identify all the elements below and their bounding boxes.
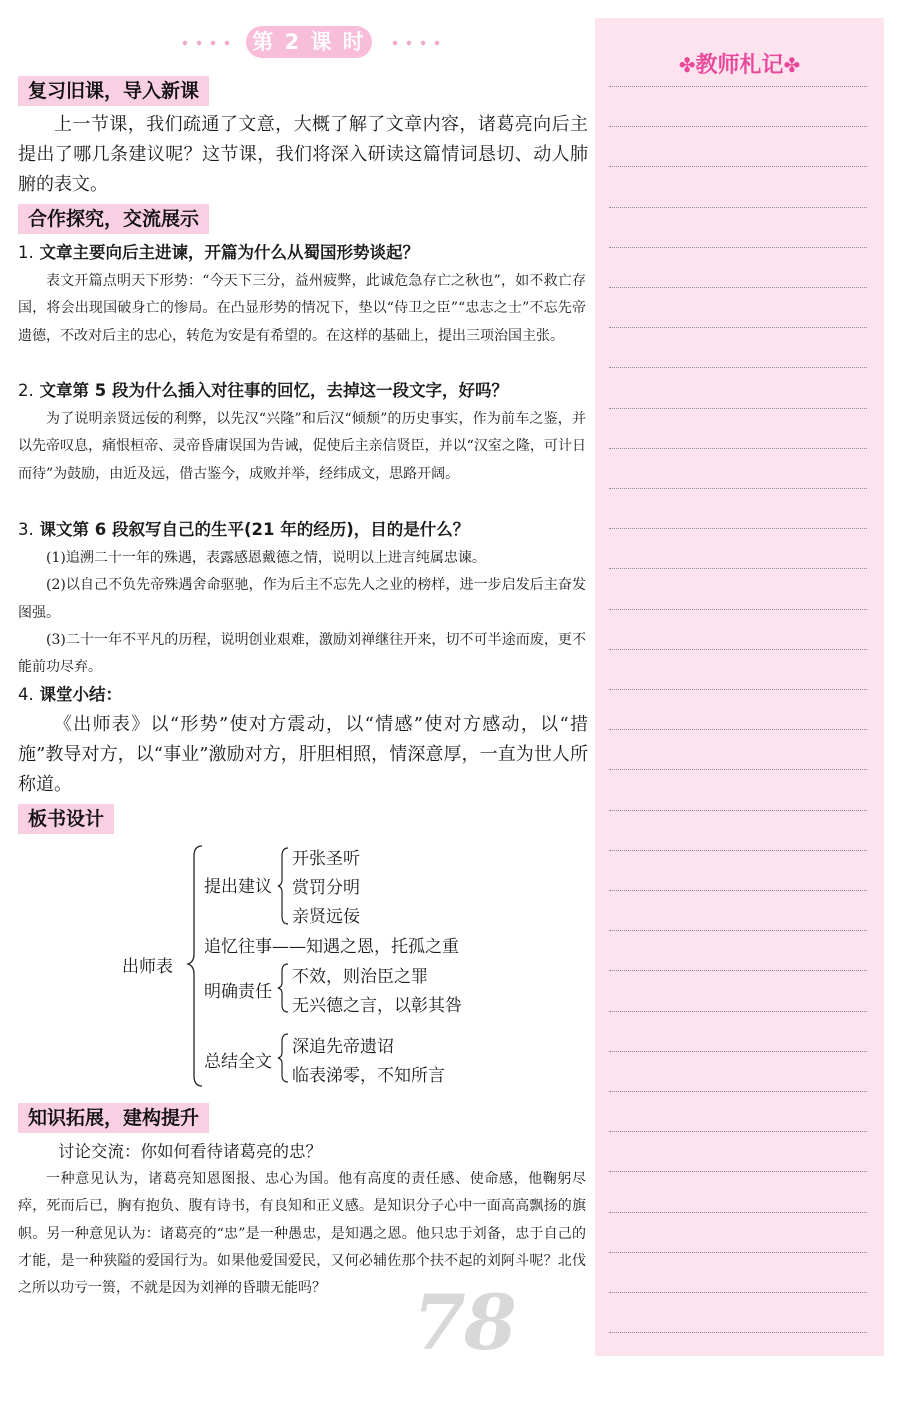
brace-1 [276, 846, 290, 926]
board-item: 亲贤远佞 [292, 907, 360, 927]
section-extend: 知识拓展，建构提升 [18, 1103, 209, 1133]
lesson-header [178, 22, 448, 62]
note-line [609, 850, 867, 851]
note-line [609, 729, 867, 730]
note-line [609, 488, 867, 489]
note-line [609, 1131, 867, 1132]
question-2 [18, 378, 588, 404]
answer-2: 为了说明亲贤远佞的利弊，以先汉“兴隆”和后汉“倾颓”的历史事实，作为前车之鉴，并以先帝叹息，痛恨桓帝、灵帝昏庸误国为告诫，促使后主亲信贤臣，并以“汉室之隆，可计日而待”为鼓励，由近及远，借古鉴今，成败并举，经纬成文，思路开阔。 [18, 411, 586, 482]
notes-title-text: 教师札记 [695, 53, 784, 78]
question-number: 1. [18, 243, 34, 262]
note-line [609, 126, 867, 127]
note-line [609, 568, 867, 569]
board-branch-2 [204, 932, 459, 957]
note-line [609, 810, 867, 811]
note-line [609, 1011, 867, 1012]
page-number: 78 [413, 1278, 515, 1367]
note-line [609, 1212, 867, 1213]
note-line [609, 890, 867, 891]
answer-3-item-3: (3)二十一年不平凡的历程，说明创业艰难，激励刘禅继往开来，切不可半途而废，更不能前功尽弃。 [18, 631, 586, 676]
note-line [609, 528, 867, 529]
question-3 [18, 517, 588, 543]
board-item: 临表涕零，不知所言 [292, 1066, 445, 1086]
board-branch-label: 追忆往事 [204, 937, 272, 957]
note-line [609, 287, 867, 288]
board-item: 不效，则治臣之罪 [292, 967, 428, 987]
question-number: 3. [18, 520, 34, 539]
note-line [609, 1292, 867, 1293]
board-item: 赏罚分明 [292, 878, 360, 898]
note-line [609, 448, 867, 449]
note-line [609, 1051, 867, 1052]
summary-paragraph: 《出师表》以“形势”使对方震动，以“情感”使对方感动，以“措施”教导对方，以“事业”激励对方，肝胆相照，情深意厚，一直为世人所称道。 [18, 714, 588, 795]
question-number: 2. [18, 381, 34, 400]
note-line [609, 207, 867, 208]
note-line [609, 327, 867, 328]
flower-icon: ✤ [678, 53, 696, 77]
board-root: 出师表 [122, 957, 173, 977]
answer-3 [18, 545, 586, 681]
question-text: 文章第 5 段为什么插入对往事的回忆，去掉这一段文字，好吗？ [39, 381, 508, 400]
note-line [609, 1171, 867, 1172]
note-line [609, 930, 867, 931]
question-text: 课文第 6 段叙写自己的生平(21 年的经历)，目的是什么？ [39, 520, 470, 539]
decor-dots-right [388, 40, 444, 46]
note-line [609, 649, 867, 650]
question-number: 4. [18, 685, 34, 704]
note-line [609, 166, 867, 167]
question-text: 文章主要向后主进谏，开篇为什么从蜀国形势谈起？ [39, 243, 419, 262]
note-line [609, 970, 867, 971]
lesson-label: 第 2 课 时 [246, 26, 372, 58]
teacher-notes-panel [595, 18, 884, 1356]
note-line [609, 609, 867, 610]
board-item: 无兴德之言，以彰其咎 [292, 996, 462, 1016]
brace-4 [276, 1032, 290, 1084]
discussion-question: 讨论交流：你如何看待诸葛亮的忠？ [58, 1142, 322, 1161]
intro-paragraph: 上一节课，我们疏通了文意，大概了解了文章内容，诸葛亮向后主提出了哪几条建议呢？这节课，我们将深入研读这篇情词恳切、动人肺腑的表文。 [18, 114, 588, 195]
board-item: 知遇之恩，托孤之重 [306, 937, 459, 957]
note-line [609, 367, 867, 368]
section-review: 复习旧课，导入新课 [18, 76, 209, 106]
board-branch-1: 提出建议 [204, 877, 272, 897]
board-diagram [18, 840, 590, 1090]
discussion-answer: 一种意见认为，诸葛亮知恩图报、忠心为国。他有高度的责任感、使命感，他鞠躬尽瘁，死而后已，胸有抱负、腹有诗书，有良知和正义感。是知识分子心中一面高高飘扬的旗帜。另一种意见认为：诸葛亮的“忠”是一种愚忠，是知遇之恩。他只忠于刘备，忠于自己的才能，是一种狭隘的爱国行为。如果他爱国爱民，又何必辅佐那个扶不起的刘阿斗呢？北伐之所以功亏一篑，不就是因为刘禅的昏聩无能吗？ [18, 1171, 586, 1297]
brace-3 [276, 962, 290, 1014]
answer-1: 表文开篇点明天下形势：“今天下三分，益州疲弊，此诚危急存亡之秋也”，如不救亡存国，将会出现国破身亡的惨局。在凸显形势的情况下，垫以“侍卫之臣”“忠志之士”不忘先帝遗德，不改对后主的忠心，转危为安是有希望的。在这样的基础上，提出三项治国主张。 [18, 273, 586, 344]
board-item: 开张圣听 [292, 849, 360, 869]
note-line [609, 689, 867, 690]
question-text: 课堂小结： [39, 685, 122, 704]
main-brace [186, 844, 204, 1088]
board-item: 深追先帝遗诏 [292, 1037, 394, 1057]
note-line [609, 86, 867, 87]
note-line [609, 1252, 867, 1253]
question-1 [18, 240, 588, 266]
flower-icon: ✤ [783, 53, 801, 77]
decor-dots-left [178, 40, 234, 46]
note-line [609, 408, 867, 409]
board-branch-3: 明确责任 [204, 982, 272, 1002]
answer-3-item-1: (1)追溯二十一年的殊遇，表露感恩戴德之情，说明以上进言纯属忠谏。 [46, 550, 486, 566]
board-branch-4: 总结全文 [204, 1052, 272, 1072]
note-line [609, 1091, 867, 1092]
question-4 [18, 682, 588, 708]
section-board: 板书设计 [18, 804, 114, 834]
board-dash: —— [272, 937, 306, 957]
note-line [609, 769, 867, 770]
note-line [609, 1332, 867, 1333]
section-explore: 合作探究，交流展示 [18, 204, 209, 234]
notes-title [595, 48, 884, 79]
answer-3-item-2: (2)以自己不负先帝殊遇舍命驱驰，作为后主不忘先人之业的榜样，进一步启发后主奋发图强。 [18, 577, 586, 621]
note-line [609, 247, 867, 248]
